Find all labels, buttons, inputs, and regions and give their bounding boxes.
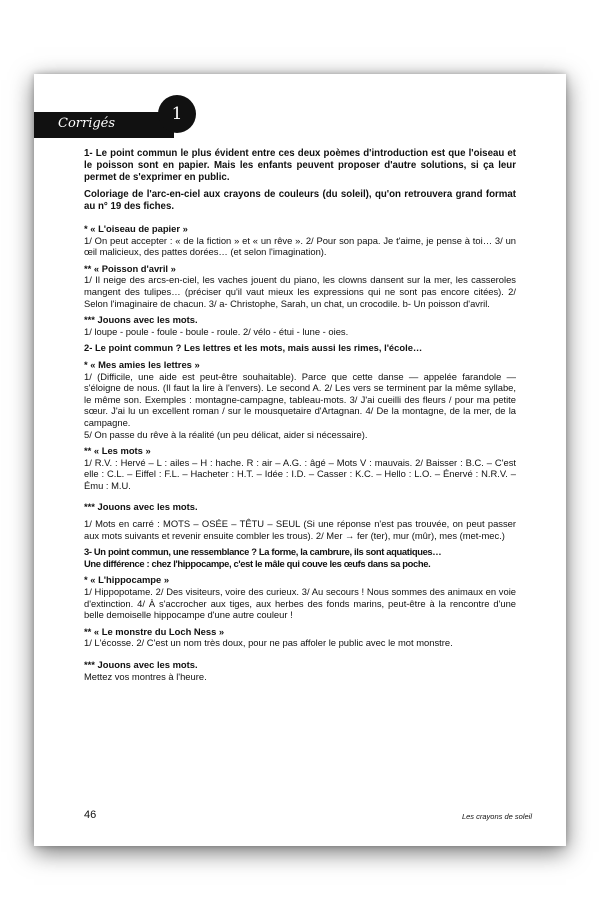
section-title-poisson: ** « Poisson d'avril » [84, 262, 176, 274]
section-body-lettres-2: 5/ On passe du rêve à la réalité (un peu délicat, aider si nécessaire). [84, 428, 368, 440]
section-body-lettres: 1/ (Difficile, une aide est peut-être souhaitable). Parce que cette danse — appelée farandole — s'éloigne de nous. (Il faut la lire à l'envers). Le second A. 2/ Les vers se terminent par la même syllabe, le même son. Exemples : montagne-campagne, tableau-mots. 3/ J'ai cueilli des fleurs / pour ma petite sœur. J'ai lu un excellent roman / sur le mousquetaire d'Artagnan. 4/ De la montagne, de la mer, de la campagne. [84, 370, 516, 428]
section-body-jouons-3: Mettez vos montres à l'heure. [84, 670, 207, 682]
section-title-loch-ness: ** « Le monstre du Loch Ness » [84, 625, 225, 637]
section-title-jouons-2: *** Jouons avec les mots. [84, 501, 198, 513]
section-title-jouons-1: *** Jouons avec les mots. [84, 314, 198, 326]
part-3-line-2: Une différence : chez l'hippocampe, c'est le mâle qui couve les œufs dans sa poche. [84, 557, 431, 569]
page-number: 46 [84, 809, 97, 821]
chapter-number-badge: 1 [158, 95, 196, 133]
section-body-poisson: 1/ Il neige des arcs-en-ciel, les vaches jouent du piano, les clowns dansent sur la mer, les casseroles mangent des tulipes… (préciser qu'il vaut mieux les expressions qui ne sont pas encore citées). 2/ Selon l'imaginaire de chacun. 3/ a- Christophe, Sarah, un chat, un crocodile. b- Un poisson d'avril. [84, 274, 516, 309]
section-body-oiseau: 1/ On peut accepter : « de la fiction » et « un rêve ». 2/ Pour son papa. Je t'aime, je pense à toi… 3/ un œil malicieux, des pattes dorées… (et selon l'imagination). [84, 234, 516, 258]
intro-paragraph-1: 1- Le point commun le plus évident entre ces deux poèmes d'introduction est que l'oiseau et le poisson sont en papier. Mais les enfants peuvent proposer d'autre solutions, si ça leur permet de s'exprimer en public. [84, 148, 516, 183]
section-title-jouons-3: *** Jouons avec les mots. [84, 659, 198, 670]
section-title-hippocampe: * « L'hippocampe » [84, 574, 170, 586]
book-title: Les crayons de soleil [461, 812, 532, 821]
book-page [34, 74, 566, 846]
section-title-mots: ** « Les mots » [84, 445, 151, 457]
part-2-heading: 2- Le point commun ? Les lettres et les mots, mais aussi les rimes, l'école… [84, 342, 423, 354]
section-body-loch-ness: 1/ L'écosse. 2/ C'est un nom très doux, pour ne pas affoler le public avec le mot monstre. [84, 637, 453, 649]
section-body-mots: 1/ R.V. : Hervé – L : ailes – H : hache. R : air – A.G. : âgé – Mots V : mauvais. 2/ Baisser : B.C. – C'est elle : C.L. – Eiffel : F.L. – Hacheter : H.T. – Idée : I.D. – Casser : K.C. – Hello : L.O. – Énervé : N.R.V. – Ému : M.U. [84, 456, 516, 491]
part-3-line-1: 3- Un point commun, une ressemblance ? La forme, la cambrure, ils sont aquatiques… [84, 546, 442, 558]
answer-content [84, 148, 516, 682]
section-body-jouons-2: 1/ Mots en carré : MOTS – OSÉE – TÊTU – SEUL (Si une réponse n'est pas trouvée, on peut passer aux mots suivants et revenir ensuite combler les trous). 2/ Mer → fer (ter), mur (mûr), mes (met-mec.) [84, 518, 516, 541]
intro-paragraph-2: Coloriage de l'arc-en-ciel aux crayons de couleurs (du soleil), qu'on retrouvera grand format au n° 19 des fiches. [84, 189, 516, 212]
section-banner [34, 112, 174, 138]
section-title-lettres: * « Mes amies les lettres » [84, 358, 200, 370]
section-title-oiseau: * « L'oiseau de papier » [84, 223, 188, 234]
section-body-hippocampe: 1/ Hippopotame. 2/ Des visiteurs, voire des curieux. 3/ Au secours ! Nous sommes des animaux en voie d'extinction. 4/ À s'accrocher aux tiges, aux herbes des fonds marins, peut-être à la rencontre d'une belle demoiselle hippocampe d'une autre couleur ! [84, 586, 516, 621]
section-body-jouons-1: 1/ loupe - poule - foule - boule - roule. 2/ vélo - étui - lune - oies. [84, 325, 349, 337]
section-label: Corrigés [58, 116, 116, 131]
